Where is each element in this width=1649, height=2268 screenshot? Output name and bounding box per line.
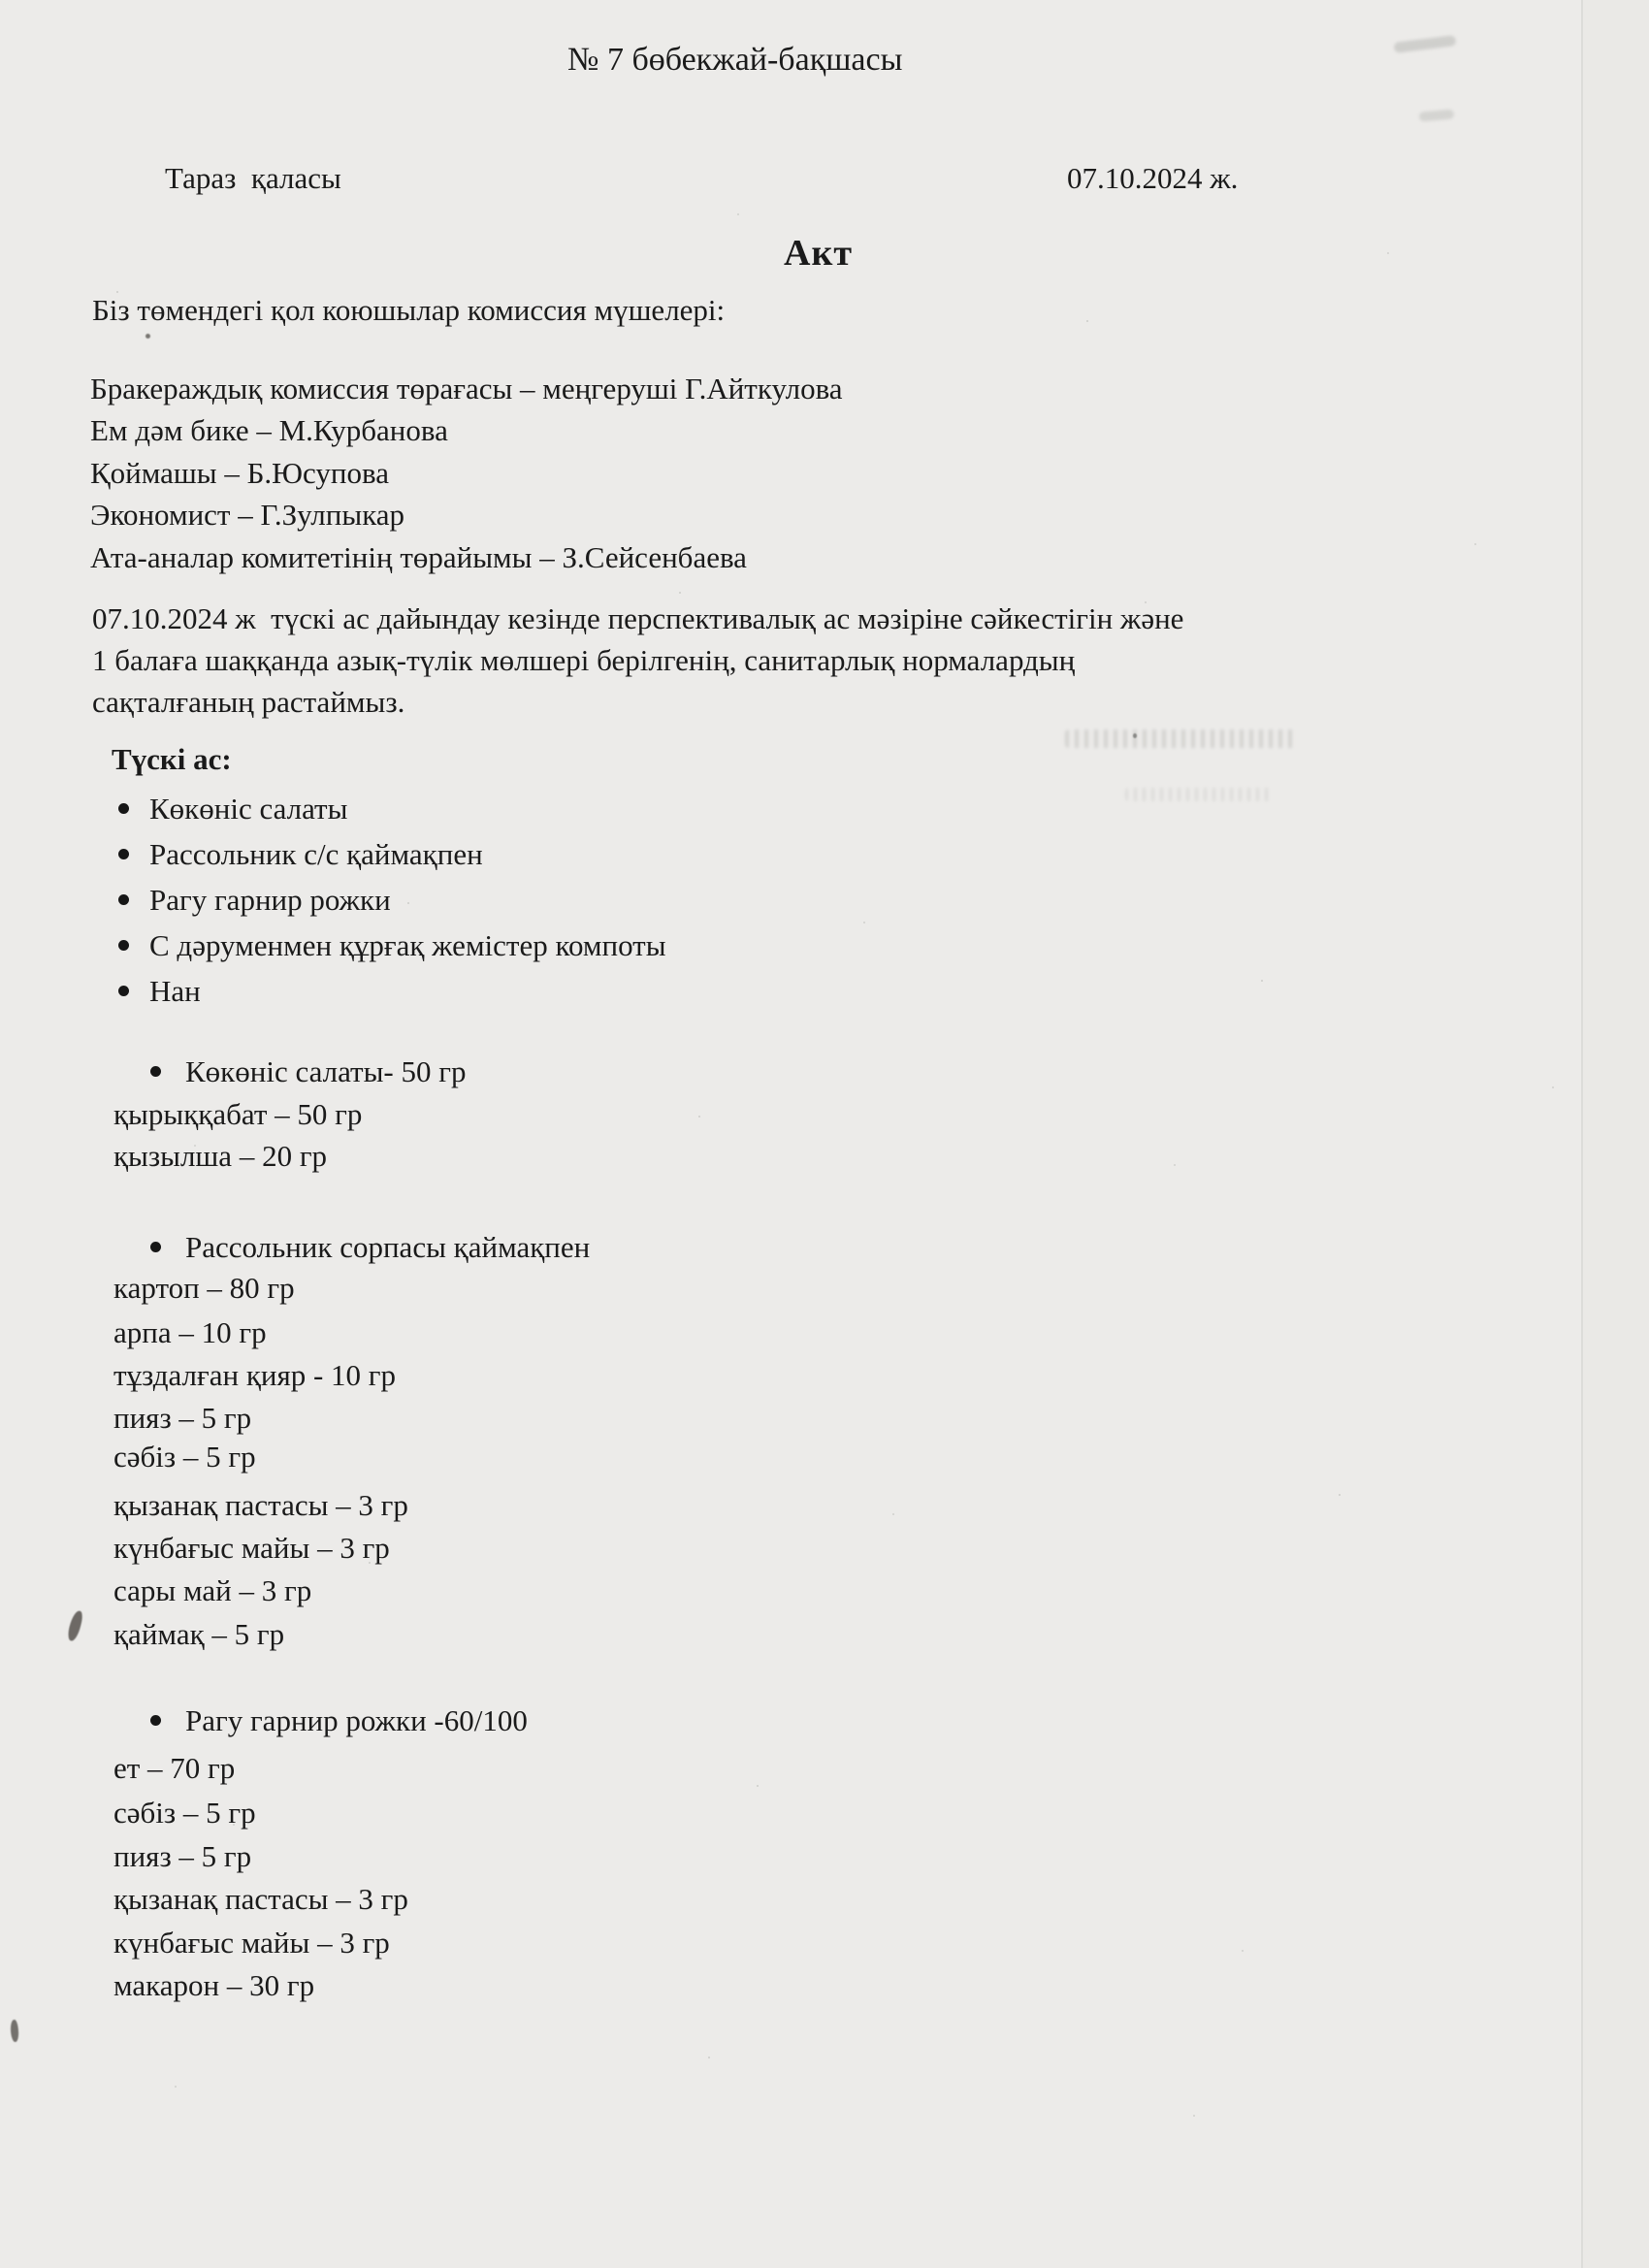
ingredient-line: күнбағыс майы – 3 гр (113, 1531, 390, 1565)
city-label: Тараз қаласы (165, 161, 341, 195)
dish-heading (150, 1054, 466, 1089)
menu-item (118, 928, 666, 963)
menu-item (118, 837, 483, 872)
intro-line: Біз төмендегі қол коюшылар комиссия мүшелері: (92, 293, 726, 327)
bleedthrough-text-ghost (1125, 788, 1271, 801)
commission-member: Қоймашы – Б.Юсупова (90, 456, 389, 490)
ink-dot (1133, 733, 1137, 738)
ingredient-line: қызылша – 20 гр (113, 1139, 328, 1173)
paper-edge-line (1581, 0, 1583, 2268)
document-title: Акт (784, 233, 854, 274)
bleedthrough-smudge (1419, 109, 1455, 121)
lunch-heading: Түскі ас: (112, 742, 232, 776)
bleedthrough-smudge (1394, 35, 1457, 53)
statement-line: 1 балаға шаққанда азық-түлік мөлшері берілгенің, санитарлық нормалардың (92, 643, 1076, 677)
ingredient-line: тұздалған қияр - 10 гр (113, 1358, 397, 1392)
bullet-icon (118, 940, 129, 951)
commission-member: Ата-аналар комитетінің төрайымы – З.Сейсенбаева (90, 540, 747, 574)
scan-noise (0, 0, 2, 2)
kindergarten-title: № 7 бөбекжай-бақшасы (567, 42, 903, 78)
ingredient-line: қызанақ пастасы – 3 гр (113, 1488, 408, 1522)
bullet-icon (150, 1242, 161, 1252)
ingredient-line: қырыққабат – 50 гр (113, 1097, 363, 1131)
dish-name: Рассольник сорпасы қаймақпен (185, 1230, 591, 1264)
menu-item-label: С дәруменмен құрғақ жемістер компоты (149, 928, 666, 962)
menu-item-label: Көкөніс салаты (149, 792, 348, 826)
bullet-icon (150, 1715, 161, 1726)
bullet-icon (118, 894, 129, 905)
ink-dot (146, 334, 150, 339)
ingredient-line: ет – 70 гр (113, 1751, 236, 1785)
ingredient-line: сәбіз – 5 гр (113, 1440, 256, 1474)
ingredient-line: пияз – 5 гр (113, 1401, 252, 1435)
ingredient-line: күнбағыс майы – 3 гр (113, 1926, 390, 1960)
bullet-icon (118, 986, 129, 996)
menu-item-label: Нан (149, 974, 201, 1008)
ingredient-line: қаймақ – 5 гр (113, 1617, 285, 1651)
commission-member: Ем дәм бике – М.Курбанова (90, 413, 448, 447)
menu-item (118, 792, 347, 826)
ingredient-line: картоп – 80 гр (113, 1271, 295, 1305)
bullet-icon (118, 849, 129, 859)
ingredient-line: сәбіз – 5 гр (113, 1796, 256, 1830)
commission-member: Бракераждық комиссия төрағасы – меңгеруші Г.Айткулова (90, 372, 843, 405)
paper-edge-strip (1583, 0, 1649, 2268)
bullet-icon (118, 803, 129, 814)
date-label: 07.10.2024 ж. (1067, 161, 1239, 195)
ingredient-line: қызанақ пастасы – 3 гр (113, 1882, 408, 1916)
statement-line: сақталғаның растаймыз. (92, 685, 405, 719)
bullet-icon (150, 1066, 161, 1077)
ink-mark (10, 2020, 19, 2043)
menu-item-label: Рагу гарнир рожки (149, 883, 391, 917)
dish-heading (150, 1703, 528, 1738)
bleedthrough-text-ghost (1065, 729, 1296, 748)
menu-item (118, 974, 201, 1009)
dish-heading (150, 1230, 590, 1265)
ingredient-line: арпа – 10 гр (113, 1315, 267, 1349)
commission-member: Экономист – Г.Зулпыкар (90, 498, 405, 532)
dish-name: Көкөніс салаты- 50 гр (185, 1054, 467, 1088)
ink-mark (66, 1609, 83, 1642)
ingredient-line: сары май – 3 гр (113, 1573, 312, 1607)
statement-line: 07.10.2024 ж түскі ас дайындау кезінде перспективалық ас мәзіріне сәйкестігін және (92, 601, 1184, 635)
ingredient-line: пияз – 5 гр (113, 1839, 252, 1873)
menu-item-label: Рассольник с/с қаймақпен (149, 837, 483, 871)
dish-name: Рагу гарнир рожки -60/100 (185, 1703, 528, 1737)
ingredient-line: макарон – 30 гр (113, 1968, 315, 2002)
menu-item (118, 883, 391, 918)
